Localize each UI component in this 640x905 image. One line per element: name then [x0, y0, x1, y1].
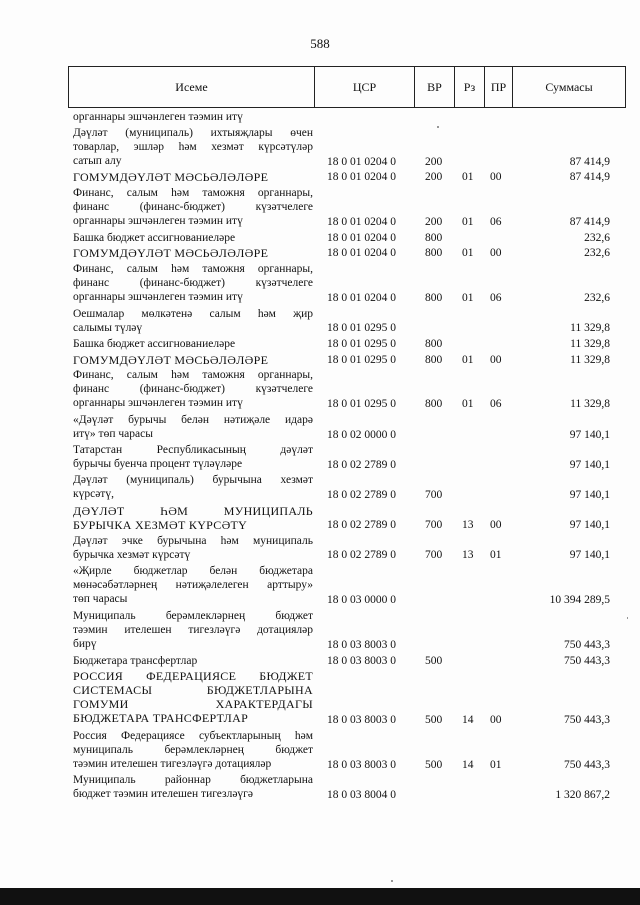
row-name-line: ГОМУМДӘҮЛӘТ МӘСЬӘЛӘЛӘРЕ — [73, 170, 269, 185]
row-vr — [425, 593, 455, 607]
row-rz — [462, 337, 482, 351]
row-name-line: БЮДЖЕТАРА ТРАНСФЕРТЛАР — [73, 711, 249, 726]
row-sum: 750 443,3 — [564, 713, 610, 726]
row-pr: 00 — [490, 171, 502, 184]
row-name-line: БУРЫЧКА ХЕЗМӘТ КҮРСӘТҮ — [73, 517, 248, 532]
row-name-line: Россия Федерациясе субъектларының һәм — [73, 729, 313, 742]
row-csr: 18 0 03 8003 0 — [327, 654, 396, 667]
row-rz: 01 — [462, 171, 474, 184]
row-name-line: ГОМУМИ ХАРАКТЕРДАГЫ — [73, 697, 313, 712]
scan-border — [0, 888, 640, 905]
row-csr: 18 0 01 0295 0 — [327, 398, 396, 411]
row-pr: 06 — [490, 292, 502, 305]
row-vr: 200 — [425, 155, 443, 168]
header-vr: ВР — [415, 67, 455, 107]
row-rz: 01 — [462, 292, 474, 305]
row-rz: 01 — [462, 398, 474, 411]
row-csr: 18 0 03 0000 0 — [327, 594, 396, 607]
row-sum: 97 140,1 — [569, 488, 610, 501]
row-name — [73, 170, 313, 184]
row-rz: 01 — [462, 353, 474, 366]
row-sum — [516, 110, 610, 124]
row-name — [73, 307, 313, 335]
row-name — [73, 609, 313, 651]
row-pr: 01 — [490, 758, 502, 771]
row-name-line: «Дәүләт бурычы белән нәтиҗәле идарә — [73, 414, 313, 426]
row-name-line: бирү — [73, 637, 97, 650]
row-csr: 18 0 01 0204 0 — [327, 247, 396, 260]
row-vr: 700 — [425, 488, 443, 501]
scan-speck — [391, 880, 393, 882]
row-vr: 800 — [425, 247, 443, 260]
row-vr: 800 — [425, 353, 443, 366]
row-vr — [425, 788, 455, 802]
row-csr: 18 0 02 2789 0 — [327, 549, 396, 562]
row-name-line: финанс (финанс-бюджет) күзәтчелеге — [73, 201, 313, 213]
row-name-line: бурычка хезмәт күрсәтү — [73, 548, 191, 561]
row-csr: 18 0 02 0000 0 — [327, 428, 396, 441]
scan-speck — [437, 126, 439, 128]
row-csr: 18 0 01 0204 0 — [327, 231, 396, 244]
row-name-line: итү» төп чарасы — [73, 428, 153, 440]
row-pr: 00 — [490, 247, 502, 260]
row-vr — [425, 321, 455, 335]
row-sum: 232,6 — [584, 247, 610, 260]
row-name — [73, 353, 313, 367]
row-vr: 500 — [425, 713, 443, 726]
row-pr — [490, 155, 510, 169]
row-name-line: Финанс, салым һәм таможня органнары, — [73, 187, 313, 199]
row-name — [73, 773, 313, 801]
row-name — [73, 110, 313, 124]
row-name-line: ГОМУМДӘҮЛӘТ МӘСЬӘЛӘЛӘРЕ — [73, 352, 269, 367]
row-vr — [425, 458, 455, 472]
row-pr: 00 — [490, 353, 502, 366]
row-name-line: мөнәсәбәтләрнең нәтиҗәлелеген арттыру» — [73, 579, 313, 591]
header-sum: Суммасы — [545, 80, 593, 94]
row-name — [73, 262, 313, 304]
row-name-line: органнары эшчәнлеген тәэмин итү — [73, 215, 243, 227]
row-sum: 97 140,1 — [569, 428, 610, 441]
row-name-line: ГОМУМДӘҮЛӘТ МӘСЬӘЛӘЛӘРЕ — [73, 246, 269, 261]
row-name-line: Бюджетара трансфертлар — [73, 654, 198, 667]
row-name — [73, 564, 313, 606]
row-csr: 18 0 01 0204 0 — [327, 155, 396, 168]
row-pr: 06 — [490, 398, 502, 411]
row-rz — [462, 428, 482, 442]
row-name-line: салымы түләү — [73, 321, 143, 334]
row-pr: 00 — [490, 713, 502, 726]
row-name — [73, 337, 313, 351]
row-pr: 06 — [490, 216, 502, 229]
row-name-line: Дәүләт (муниципаль) ихтыяҗлары өчен — [73, 126, 313, 139]
row-name-line: Татарстан Республикасының дәүләт — [73, 444, 313, 457]
row-sum: 97 140,1 — [569, 458, 610, 471]
row-csr: 18 0 03 8003 0 — [327, 713, 396, 726]
row-csr: 18 0 02 2789 0 — [327, 488, 396, 501]
row-sum: 87 414,9 — [569, 171, 610, 184]
row-name-line: органнары эшчәнлеген тәэмин итү — [73, 397, 243, 410]
row-rz — [462, 593, 482, 607]
row-name-line: органнары эшчәнлеген тәэмин итү — [73, 111, 243, 123]
row-pr — [490, 321, 510, 335]
row-name-line: Муниципаль берәмлекләрнең бюджет — [73, 609, 313, 622]
row-rz: 14 — [462, 758, 474, 771]
row-name — [73, 504, 313, 532]
row-sum: 87 414,9 — [569, 155, 610, 168]
row-name-line: тәэмин ителешен тигезләүгә дотацияләр — [73, 623, 313, 636]
row-pr — [490, 788, 510, 802]
row-sum: 97 140,1 — [569, 549, 610, 562]
row-sum: 97 140,1 — [569, 519, 610, 532]
row-sum: 232,6 — [584, 231, 610, 244]
row-pr: 00 — [490, 519, 502, 532]
row-csr: 18 0 02 2789 0 — [327, 458, 396, 471]
row-name — [73, 231, 313, 245]
row-name — [73, 473, 313, 501]
header-name: Исеме — [69, 67, 315, 107]
row-rz — [462, 110, 482, 124]
row-vr: 700 — [425, 549, 443, 562]
row-name-line: күрсәтү, — [73, 488, 114, 501]
row-pr — [490, 593, 510, 607]
row-vr: 700 — [425, 519, 443, 532]
row-rz — [462, 638, 482, 652]
row-name-line: органнары эшчәнлеген тәэмин итү — [73, 291, 243, 303]
row-csr: 18 0 02 2789 0 — [327, 519, 396, 532]
row-sum: 11 329,8 — [570, 398, 610, 411]
row-name-line: Финанс, салым һәм таможня органнары, — [73, 263, 313, 275]
row-pr — [490, 110, 510, 124]
row-name-line: финанс (финанс-бюджет) күзәтчелеге — [73, 383, 313, 396]
row-name-line: бурычы буенча процент түләүләре — [73, 458, 243, 471]
row-csr: 18 0 01 0204 0 — [327, 216, 396, 229]
row-sum: 750 443,3 — [564, 654, 610, 667]
row-csr: 18 0 01 0204 0 — [327, 171, 396, 184]
row-csr: 18 0 01 0295 0 — [327, 322, 396, 335]
row-sum: 1 320 867,2 — [555, 788, 610, 801]
row-name-line: сатып алу — [73, 154, 122, 167]
row-rz — [462, 488, 482, 502]
row-rz — [462, 321, 482, 335]
row-vr — [425, 638, 455, 652]
row-name-line: СИСТЕМАСЫ БЮДЖЕТЛАРЫНА — [73, 683, 313, 698]
row-vr: 800 — [425, 231, 443, 244]
row-sum: 232,6 — [584, 292, 610, 305]
row-rz — [462, 231, 482, 245]
row-pr — [490, 654, 510, 668]
row-vr: 200 — [425, 216, 443, 229]
row-pr — [490, 337, 510, 351]
row-vr: 800 — [425, 292, 443, 305]
row-sum: 11 329,8 — [570, 338, 610, 350]
row-rz — [462, 654, 482, 668]
row-name-line: Дәүләт эчке бурычына һәм муниципаль — [73, 534, 313, 547]
row-pr — [490, 231, 510, 245]
row-name-line: Башка бюджет ассигнованиеләре — [73, 338, 236, 350]
row-sum: 10 394 289,5 — [549, 594, 610, 607]
row-name-line: Муниципаль районнар бюджетларына — [73, 774, 313, 787]
row-rz: 01 — [462, 247, 474, 260]
row-rz — [462, 155, 482, 169]
row-csr — [327, 110, 417, 124]
row-vr: 800 — [425, 398, 443, 411]
row-rz — [462, 458, 482, 472]
row-rz: 14 — [462, 713, 474, 726]
row-sum: 11 329,8 — [570, 322, 610, 335]
row-rz — [462, 788, 482, 802]
row-name-line: «Җирле бюджетлар белән бюджетара — [73, 565, 313, 577]
row-pr — [490, 638, 510, 652]
header-csr: ЦСР — [315, 67, 415, 107]
row-rz: 13 — [462, 519, 474, 532]
row-name — [73, 443, 313, 471]
row-name-line: финанс (финанс-бюджет) күзәтчелеге — [73, 277, 313, 289]
row-name-line: бюджет тәэмин ителешен тигезләүгә — [73, 788, 253, 801]
row-csr: 18 0 03 8003 0 — [327, 638, 396, 651]
row-vr — [425, 110, 455, 124]
row-name-line: Финанс, салым һәм таможня органнары, — [73, 369, 313, 382]
row-sum: 750 443,3 — [564, 638, 610, 651]
row-name — [73, 534, 313, 562]
row-name — [73, 246, 313, 260]
row-name — [73, 413, 313, 441]
row-name-line: Башка бюджет ассигнованиеләре — [73, 231, 236, 244]
row-pr — [490, 428, 510, 442]
row-vr: 500 — [425, 758, 443, 771]
header-rz: Рз — [455, 67, 485, 107]
row-name-line: тәэмин ителешен тигезләүгә дотацияләр — [73, 757, 272, 770]
row-name — [73, 729, 313, 771]
row-rz: 13 — [462, 549, 474, 562]
row-name-line: төп чарасы — [73, 593, 128, 605]
header-pr: ПР — [485, 67, 513, 107]
row-name-line: Оешмалар мөлкәтенә салым һәм җир — [73, 307, 313, 320]
row-vr — [425, 428, 455, 442]
row-name — [73, 368, 313, 410]
row-name-line: Дәүләт (муниципаль) бурычына хезмәт — [73, 474, 313, 487]
row-name — [73, 126, 313, 168]
row-pr: 01 — [490, 549, 502, 562]
row-name-line: РОССИЯ ФЕДЕРАЦИЯСЕ БЮДЖЕТ — [73, 669, 313, 684]
row-csr: 18 0 01 0295 0 — [327, 338, 396, 350]
row-vr: 800 — [425, 338, 443, 350]
row-name — [73, 654, 313, 668]
row-sum: 750 443,3 — [564, 758, 610, 771]
page-edge — [628, 0, 640, 905]
row-csr: 18 0 01 0204 0 — [327, 292, 396, 305]
row-name — [73, 669, 313, 725]
row-pr — [490, 488, 510, 502]
row-name-line: товарлар, эшләр һәм хезмәт күрсәтүләр — [73, 140, 313, 153]
row-vr: 500 — [425, 654, 443, 667]
row-rz: 01 — [462, 216, 474, 229]
row-vr: 200 — [425, 171, 443, 184]
row-csr: 18 0 01 0295 0 — [327, 353, 396, 366]
row-name-line: ДӘҮЛӘТ ҺӘМ МУНИЦИПАЛЬ — [73, 503, 313, 518]
page-number: 588 — [310, 36, 330, 51]
row-sum: 87 414,9 — [569, 216, 610, 229]
row-name-line: муниципаль берәмлекләрнең бюджет — [73, 743, 313, 756]
row-csr: 18 0 03 8003 0 — [327, 758, 396, 771]
row-pr — [490, 458, 510, 472]
row-csr: 18 0 03 8004 0 — [327, 788, 396, 801]
row-name — [73, 186, 313, 228]
row-sum: 11 329,8 — [570, 353, 610, 366]
